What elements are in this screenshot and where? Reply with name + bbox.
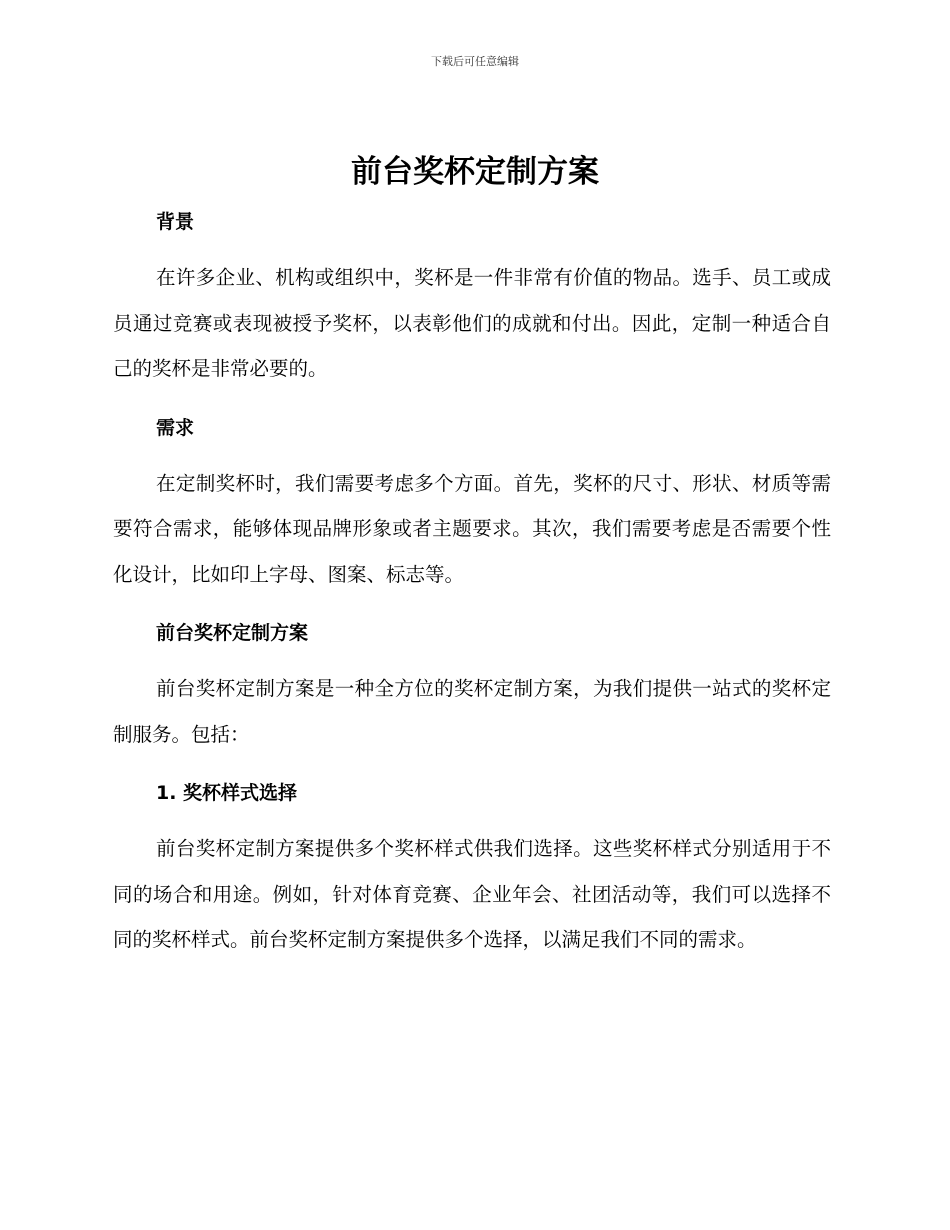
- page-header-note: 下载后可任意编辑: [431, 55, 519, 68]
- section-paragraph-requirements: 在定制奖杯时，我们需要考虑多个方面。首先，奖杯的尺寸、形状、材质等需要符合需求，能够体现品牌形象或者主题要求。其次，我们需要考虑是否需要个性化设计，比如印上字母、图案、标志等。: [113, 471, 831, 586]
- document-body: [113, 201, 831, 963]
- section-heading-style-selection: 1. 奖杯样式选择: [156, 782, 298, 804]
- section-heading-plan: 前台奖杯定制方案: [156, 622, 309, 644]
- section-paragraph-style-selection: 前台奖杯定制方案提供多个奖杯样式供我们选择。这些奖杯样式分别适用于不同的场合和用途。例如，针对体育竞赛、企业年会、社团活动等，我们可以选择不同的奖杯样式。前台奖杯定制方案提供多个选择，以满足我们不同的需求。: [113, 837, 831, 951]
- section-paragraph-background: 在许多企业、机构或组织中，奖杯是一件非常有价值的物品。选手、员工或成员通过竞赛或表现被授予奖杯，以表彰他们的成就和付出。因此，定制一种适合自己的奖杯是非常必要的。: [113, 266, 831, 380]
- section-heading-background: 背景: [156, 211, 195, 233]
- section-paragraph-plan: 前台奖杯定制方案是一种全方位的奖杯定制方案，为我们提供一站式的奖杯定制服务。包括：: [113, 677, 831, 746]
- section-heading-requirements: 需求: [156, 416, 195, 439]
- document-title: 前台奖杯定制方案: [351, 154, 599, 190]
